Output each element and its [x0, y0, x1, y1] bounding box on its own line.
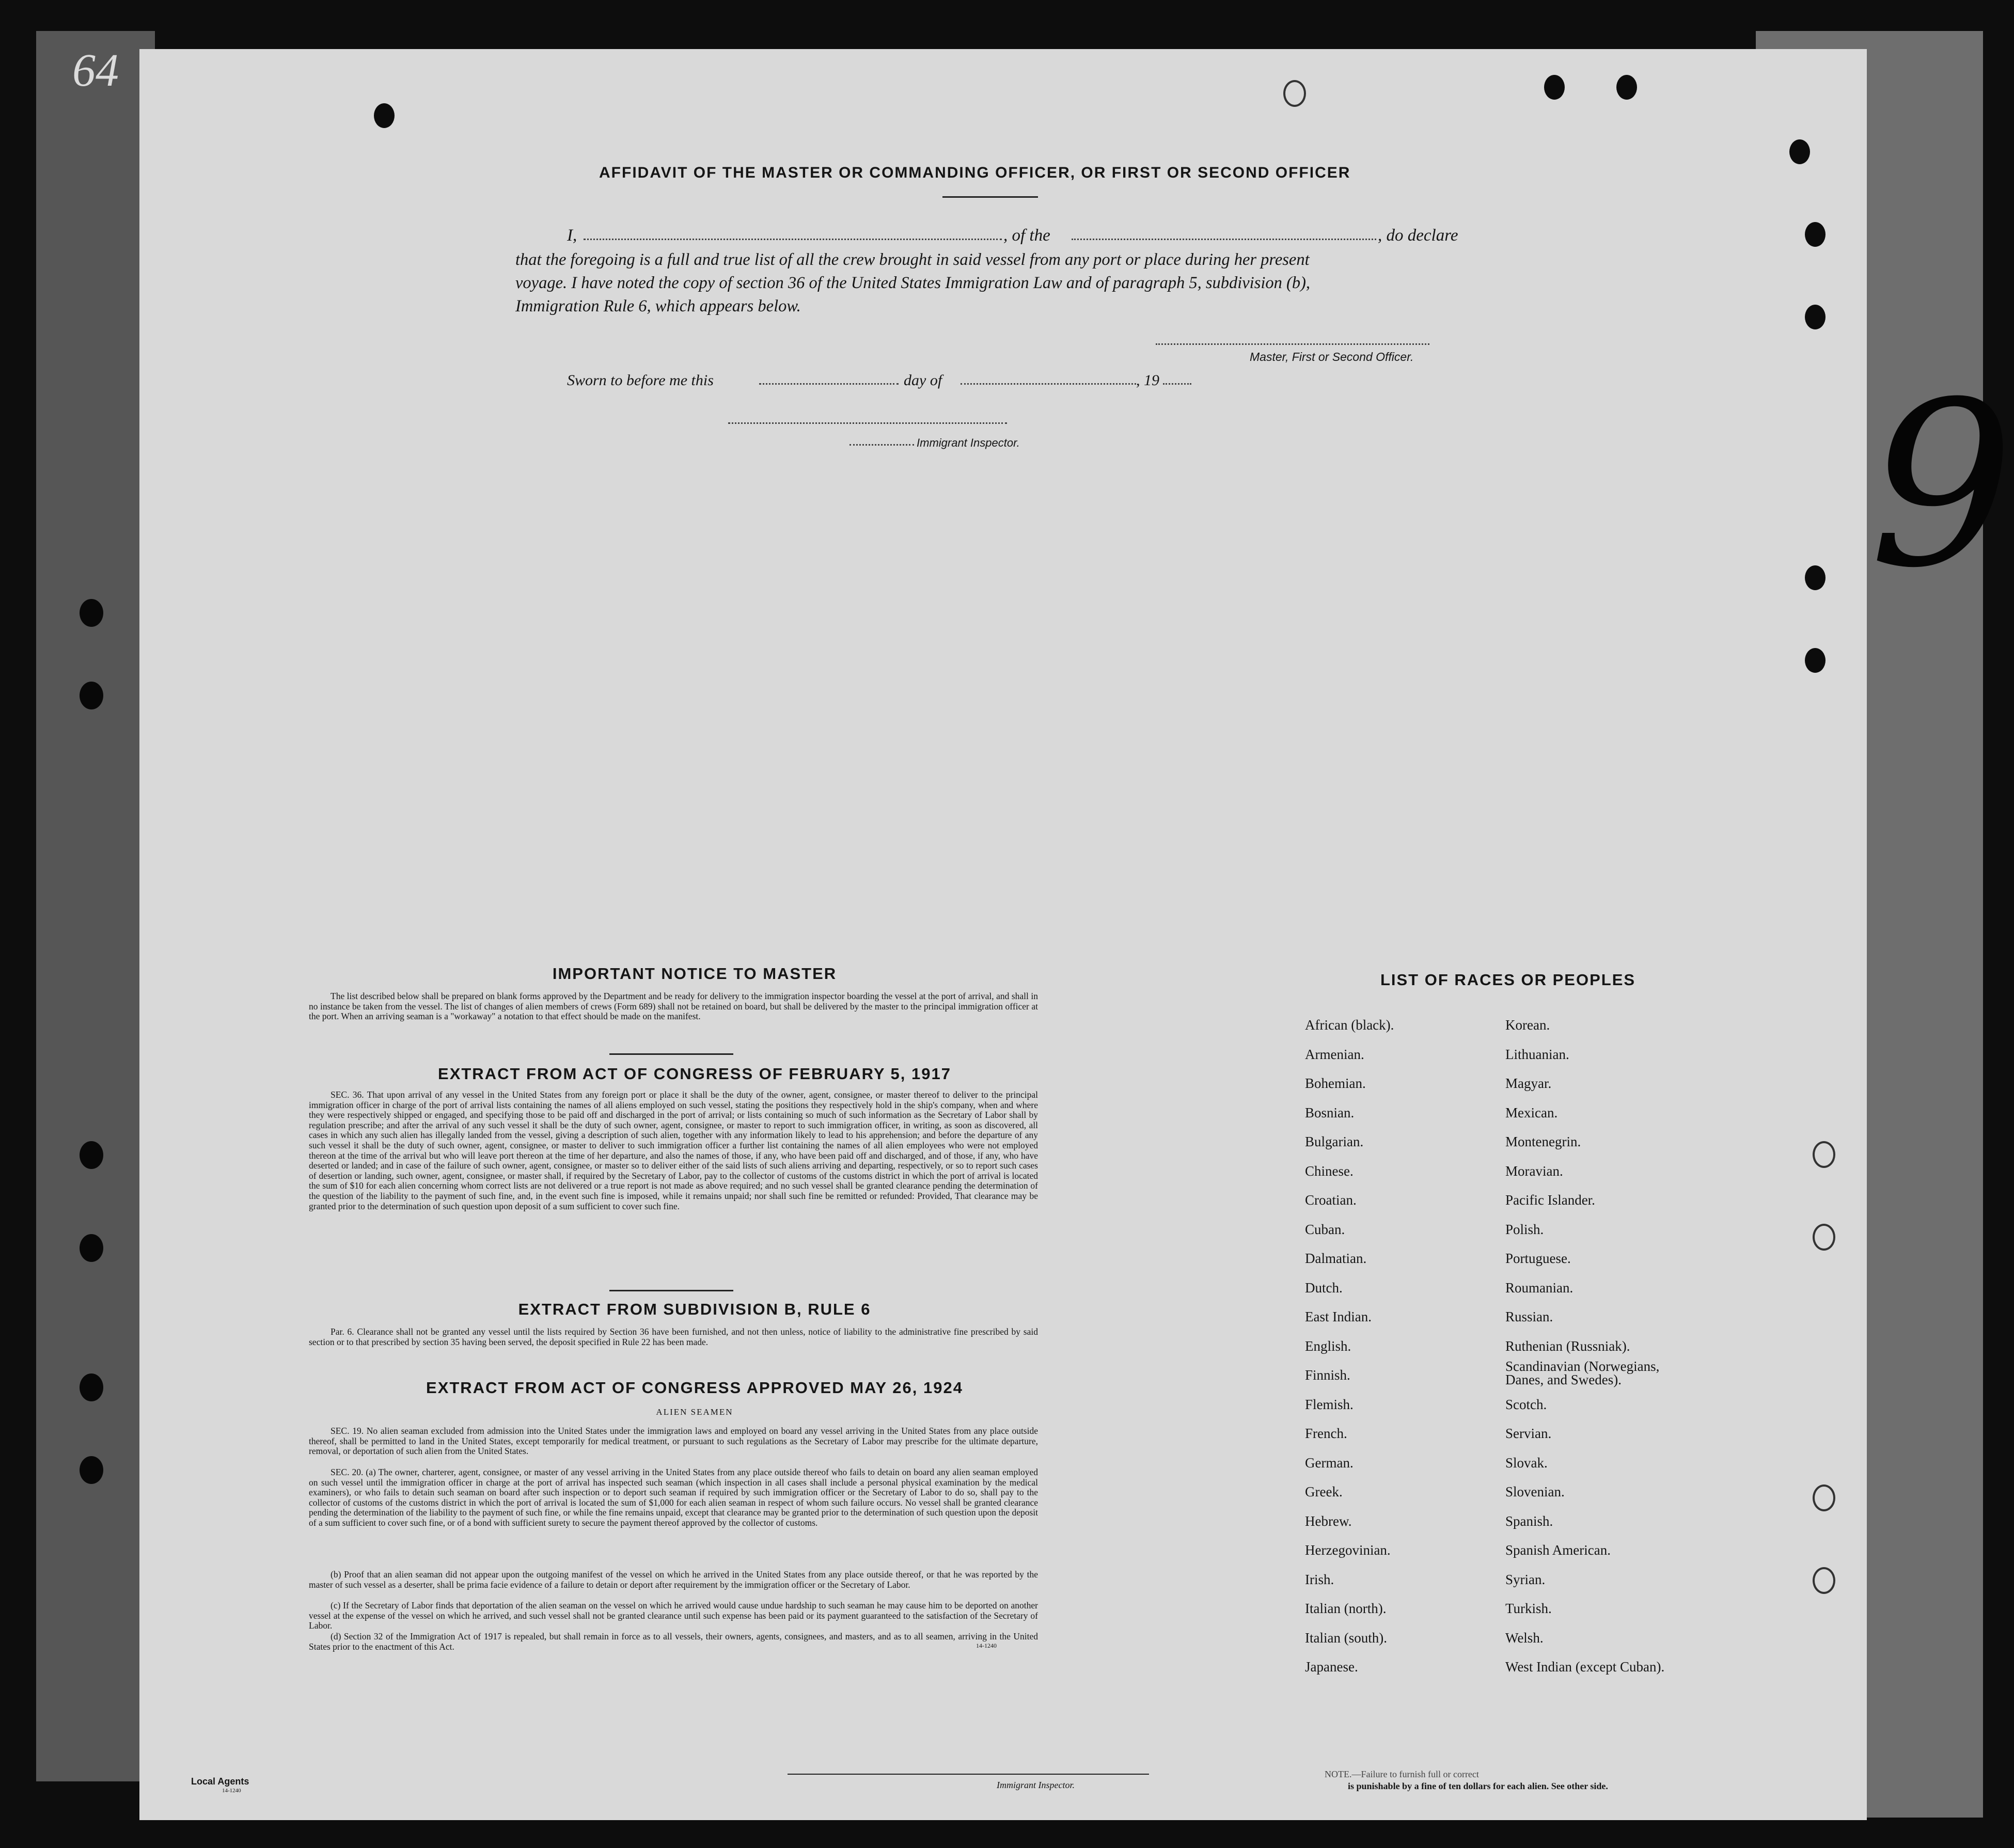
sec19-text: SEC. 19. No alien seaman excluded from admission into the United States under the immigration laws and employed on board any vessel arriving in the United States from any place outside thereof, shall be permitted to land in the United States, except temporarily for medical treatment, or pursuant to such regulations as the Secretary of Labor may prescribe for the ultimate departure, removal, or deportation of such alien from the United States. [309, 1426, 1038, 1457]
race-item: Japanese. [1305, 1659, 1358, 1675]
punch-hole [1813, 1224, 1835, 1251]
footer-inspector-label: Immigrant Inspector. [997, 1780, 1075, 1790]
inspector-signature-blank [728, 422, 1007, 424]
signature-label: Master, First or Second Officer. [1250, 350, 1414, 364]
punch-hole [1544, 75, 1565, 100]
punch-hole [1805, 565, 1826, 590]
race-item: Syrian. [1505, 1571, 1546, 1587]
race-item: Hebrew. [1305, 1513, 1352, 1529]
punch-hole [1813, 1567, 1835, 1594]
declare-do-declare: , do declare [1378, 226, 1458, 245]
divider [609, 1290, 733, 1291]
sworn-label: Sworn to before me this [567, 372, 714, 389]
race-item: Spanish. [1505, 1513, 1553, 1529]
race-item: Chinese. [1305, 1163, 1354, 1179]
race-item: Turkish. [1505, 1601, 1552, 1616]
year-label: , 19 [1136, 372, 1159, 389]
punch-hole [1805, 222, 1826, 247]
race-item: Slovak. [1505, 1455, 1548, 1471]
punch-hole [80, 1456, 103, 1484]
race-item: Korean. [1505, 1017, 1550, 1033]
signature-blank [1156, 343, 1429, 345]
punch-hole [80, 1234, 103, 1262]
punch-hole [1616, 75, 1637, 100]
race-item: Dalmatian. [1305, 1251, 1367, 1266]
race-item: Bulgarian. [1305, 1134, 1364, 1149]
punch-hole [80, 1141, 103, 1169]
race-item: Russian. [1505, 1309, 1553, 1324]
affidavit-title: AFFIDAVIT OF THE MASTER OR COMMANDING OFFICER, OR FIRST OR SECOND OFFICER [599, 164, 1351, 181]
races-title: LIST OF RACES OR PEOPLES [1380, 971, 1636, 989]
race-item: Montenegrin. [1505, 1134, 1581, 1149]
year-blank [1163, 383, 1191, 385]
race-item: Finnish. [1305, 1367, 1350, 1383]
race-item: Armenian. [1305, 1046, 1364, 1062]
race-item: Italian (north). [1305, 1601, 1387, 1616]
race-item: Cuban. [1305, 1221, 1345, 1237]
notice-title: IMPORTANT NOTICE TO MASTER [552, 965, 837, 983]
race-item: Ruthenian (Russniak). [1505, 1338, 1630, 1354]
divider [609, 1053, 733, 1055]
sec20b-text: (b) Proof that an alien seaman did not appear upon the outgoing manifest of the vessel on which he arrived in the United States from any place outside thereof, or that he was reported by the master of such vessel as a deserter, shall be prima facie evidence of a failure to detain or deport after requirement by the immigration officer or the Secretary of Labor. [309, 1569, 1038, 1590]
race-item: French. [1305, 1426, 1347, 1441]
race-item: Herzegovinian. [1305, 1542, 1391, 1558]
footer-note-line2: is punishable by a fine of ten dollars for each alien. See other side. [1348, 1781, 1608, 1791]
race-item: Servian. [1505, 1426, 1552, 1441]
alien-seamen-subtitle: ALIEN SEAMEN [656, 1407, 733, 1417]
race-item: Roumanian. [1505, 1280, 1574, 1296]
race-item: Polish. [1505, 1221, 1544, 1237]
extract-1917-title: EXTRACT FROM ACT OF CONGRESS OF FEBRUARY 5, 1917 [438, 1065, 951, 1083]
punch-hole [374, 103, 395, 128]
declare-i: I, [567, 226, 577, 245]
race-item: Magyar. [1505, 1076, 1552, 1091]
race-item: West Indian (except Cuban). [1505, 1659, 1665, 1675]
divider [942, 196, 1038, 198]
month-blank [961, 383, 1136, 385]
race-item: German. [1305, 1455, 1354, 1471]
extract-1917-text: SEC. 36. That upon arrival of any vessel in the United States from any foreign port or place it shall be the duty of the owner, agent, consignee, or master thereof to deliver to the principal immigration officer in charge of the port of arrival lists containing the names of all aliens employed on such vessel, stating the positions they respectively hold in the ship's company, when and where they were respectively shipped or engaged, and specifying those to be paid off and discharged in the port of arrival; or lists containing so much of such information as the Secretary of Labor shall by regulation prescribe; and after the arrival of any such vessel it shall be the duty of such owner, agent, consignee, or master to report to such immigration officer, in writing, as soon as discovered, all cases in which any such alien has illegally landed from the vessel, giving a description of such alien, together with any information likely to lead to his apprehension; and before the departure of any such vessel it shall be the duty of such owner, agent, consignee, or master to deliver to such immigration officer a further list containing the names of all alien employees who were not employed thereon at the time of the arrival but who will leave port thereon at the time of her departure, and also the names of those, if any, who have been paid off and discharged, and of those, if any, who have deserted or landed; and in case of the failure of such owner, agent, consignee, or master so to deliver either of the said lists of such aliens arriving and departing, respectively, or so to report such cases of desertion or landing, such owner, agent, consignee, or master shall, if required by the Secretary of Labor, pay to the collector of customs of the customs district in which the port of arrival is located the sum of $10 for each alien concerning whom correct lists are not delivered or a true report is not made as above required; and no such vessel shall be granted clearance pending the determination of the question of the liability to the payment of such fine, and, in the event such fine is imposed, while it remains unpaid; nor shall such fine be remitted or refunded: Provided, That clearance may be granted prior to the determination of such question upon deposit of a sum sufficient to cover such fine. [309, 1089, 1038, 1211]
race-item: Pacific Islander. [1505, 1192, 1595, 1208]
sec20d-text: (d) Section 32 of the Immigration Act of 1917 is repealed, but shall remain in force as to all vessels, their owners, agents, consignees, and masters, and as to all seamen, arriving in the United States prior to the enactment of this Act. [309, 1631, 1038, 1652]
race-item: Scotch. [1505, 1396, 1547, 1412]
race-item: Portuguese. [1505, 1251, 1571, 1266]
punch-hole [1813, 1141, 1835, 1168]
punch-hole [1805, 648, 1826, 673]
inspector-label: Immigrant Inspector. [917, 436, 1020, 449]
punch-hole [80, 1373, 103, 1401]
binder-spine [36, 31, 155, 1781]
margin-handwritten-note: 64 [72, 45, 119, 96]
extract-rule6-text: Par. 6. Clearance shall not be granted any vessel until the lists required by Section 36 have been furnished, and not then unless, notice of liability to the administrative fine prescribed by said section or to that prescribed by section 35 having been served, the deposit specified in Rule 22 has been made. [309, 1326, 1038, 1347]
race-item: Italian (south). [1305, 1630, 1387, 1646]
race-item: Bosnian. [1305, 1104, 1355, 1120]
race-item: Greek. [1305, 1484, 1343, 1499]
race-item: Croatian. [1305, 1192, 1357, 1208]
punch-hole [1805, 305, 1826, 329]
declare-of-the: , of the [1003, 226, 1050, 245]
race-item: Mexican. [1505, 1104, 1558, 1120]
race-item: Dutch. [1305, 1280, 1343, 1296]
race-item: African (black). [1305, 1017, 1394, 1033]
declaration-line: voyage. I have noted the copy of section 36 of the United States Immigration Law and of paragraph 5, subdivision (b), [515, 274, 1311, 292]
punch-hole [80, 682, 103, 709]
footer-form-number: 14-1240 [222, 1788, 241, 1794]
race-item: Flemish. [1305, 1396, 1354, 1412]
declaration-line: that the foregoing is a full and true list of all the crew brought in said vessel from any port or place during her present [515, 250, 1310, 269]
race-item: Moravian. [1505, 1163, 1563, 1179]
sec20c-text: (c) If the Secretary of Labor finds that deportation of the alien seaman on the vessel on which he arrived would cause undue hardship to such seaman he may cause him to be deported on another vessel at the expense of the vessel on which he arrived, and such vessel shall not be granted clearance until such expense has been paid or its payment guaranteed to the satisfaction of the Secretary of Labor. [309, 1600, 1038, 1631]
form-number: 14-1240 [976, 1642, 997, 1649]
punch-hole [80, 599, 103, 627]
handwritten-page-number: 9 [1869, 353, 2014, 618]
vessel-blank [1072, 239, 1376, 240]
race-item: Lithuanian. [1505, 1046, 1569, 1062]
race-item: Slovenian. [1505, 1484, 1565, 1499]
punch-hole [1789, 139, 1810, 164]
race-item: Bohemian. [1305, 1076, 1366, 1091]
race-item: English. [1305, 1338, 1351, 1354]
punch-hole [1283, 80, 1306, 107]
extract-rule6-title: EXTRACT FROM SUBDIVISION B, RULE 6 [518, 1300, 871, 1318]
name-blank [584, 239, 1002, 240]
race-item: Scandinavian (Norwegians, Danes, and Swedes). [1505, 1359, 1660, 1387]
race-item: East Indian. [1305, 1309, 1372, 1324]
footer-note-line1: NOTE.—Failure to furnish full or correct [1325, 1769, 1479, 1779]
race-item: Irish. [1305, 1571, 1334, 1587]
local-agents-label: Local Agents [191, 1776, 249, 1787]
notice-text: The list described below shall be prepared on blank forms approved by the Department and be ready for delivery to the immigration inspector boarding the vessel at the port of arrival, and shall in no instance be taken from the vessel. The list of changes of alien members of crews (Form 689) shall not be retained on board, but shall be delivered by the master to the principal immigration officer at the port. When an arriving seaman is a "workaway" a notation to that effect should be made on the manifest. [309, 991, 1038, 1022]
race-item: Spanish American. [1505, 1542, 1611, 1558]
race-item: Welsh. [1505, 1630, 1544, 1646]
punch-hole [1813, 1484, 1835, 1511]
sec20a-text: SEC. 20. (a) The owner, charterer, agent, consignee, or master of any vessel arriving in the United States from any place outside thereof who fails to detain on board any alien seaman employed on such vessel until the immigration officer in charge at the port of arrival has inspected such seaman (which inspection in all cases shall include a personal physical examination by the medical examiners), or who fails to detain such seaman on board after such inspection or to deport such seaman if required by such immigration officer or the Secretary of Labor to do so, shall pay to the collector of customs of the customs district in which the port of arrival is located the sum of $1,000 for each alien seaman in respect of whom such failure occurs. No vessel shall be granted clearance pending the determination of the liability to the payment of such fine, or while the fine remains unpaid, except that clearance may be granted prior to the determination of such question upon the deposit of a sum sufficient to cover such fine, or of a bond with sufficient surety to secure the payment thereof approved by the collector of customs. [309, 1467, 1038, 1528]
declaration-line: Immigration Rule 6, which appears below. [515, 297, 801, 315]
day-of-label: day of [904, 372, 942, 389]
day-blank [759, 383, 899, 385]
inspector-blank [849, 444, 914, 446]
extract-1924-title: EXTRACT FROM ACT OF CONGRESS APPROVED MAY 26, 1924 [426, 1379, 963, 1397]
footer-signature-line [788, 1774, 1149, 1775]
